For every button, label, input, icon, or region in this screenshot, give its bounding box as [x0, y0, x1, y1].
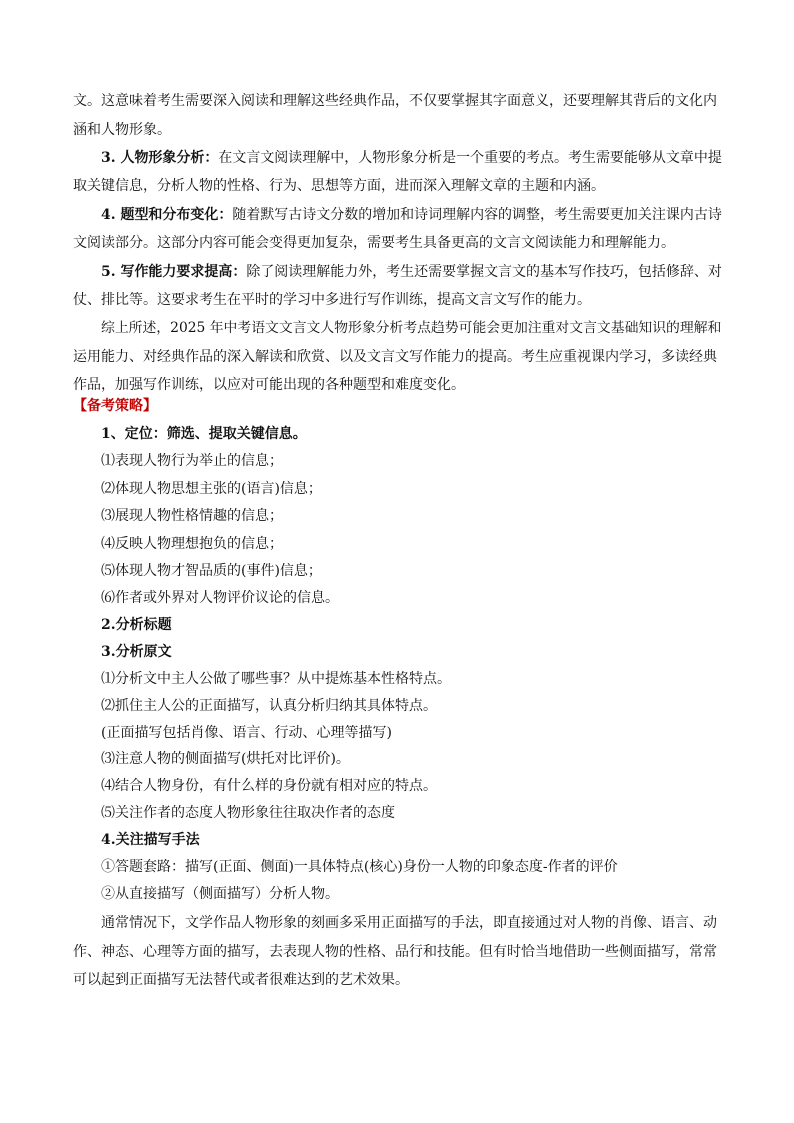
point-4-text: 随着默写古诗文分数的增加和诗词理解内容的调整，考生需要更加关注课内古诗: [232, 207, 722, 223]
point-3-line-2: 取关键信息，分析人物的性格、行为、思想等方面，进而深入理解文章的主题和内涵。: [73, 178, 605, 194]
strategy-1-item: ⑸体现人物才智品质的(事件)信息；: [101, 563, 322, 579]
strategy-3-item: (正面描写包括肖像、语言、行动、心理等描写): [101, 725, 392, 741]
closing-line-3: 可以起到正面描写无法替代或者很难达到的艺术效果。: [73, 972, 409, 988]
strategy-3-heading: 3.分析原文: [101, 644, 172, 660]
point-5-text: 除了阅读理解能力外，考生还需要掌握文言文的基本写作技巧，包括修辞、对: [246, 264, 722, 280]
point-4-line-1: [0, 205, 794, 225]
strategy-1-item: ⑹作者或外界对人物评价议论的信息。: [101, 590, 339, 606]
strategy-4-heading: 4.关注描写手法: [101, 832, 200, 848]
point-5-line-2: 仗、排比等。这要求考生在平时的学习中多进行写作训练，提高文言文写作的能力。: [73, 292, 591, 308]
point-5-heading: 5. 写作能力要求提高：: [101, 264, 247, 280]
point-4-line-2: 文阅读部分。这部分内容可能会变得更加复杂，需要考生具备更高的文言文阅读能力和理解能力。: [73, 235, 675, 251]
strategy-2-heading: 2.分析标题: [101, 617, 172, 633]
closing-line-1: 通常情况下，文学作品人物形象的刻画多采用正面描写的手法，即直接通过对人物的肖像、语言、动: [101, 915, 717, 931]
summary-line-3: 作品，加强写作训练，以应对可能出现的各种题型和难度变化。: [73, 377, 465, 393]
strategy-4-item: ②从直接描写（侧面描写）分析人物。: [101, 886, 339, 902]
closing-line-2: 作、神态、心理等方面的描写，去表现人物的性格、品行和技能。但有时恰当地借助一些侧面描写，常常: [73, 944, 717, 960]
strategy-title: 【备考策略】: [73, 398, 157, 414]
strategy-1-heading: 1、定位：筛选、提取关键信息。: [101, 426, 307, 442]
intro-line-2: 涵和人物形象。: [73, 122, 171, 138]
strategy-1-item: ⑷反映人物理想抱负的信息；: [101, 536, 283, 552]
point-3-line-1: [0, 148, 794, 168]
point-5-line-1: [0, 262, 794, 282]
point-3-text: 在文言文阅读理解中，人物形象分析是一个重要的考点。考生需要能够从文章中提: [218, 150, 722, 166]
strategy-3-item: ⑸关注作者的态度人物形象往往取决作者的态度: [101, 805, 395, 821]
strategy-1-item: ⑵体现人物思想主张的(语言)信息；: [101, 481, 322, 497]
strategy-1-item: ⑴表现人物行为举止的信息；: [101, 453, 283, 469]
strategy-1-item: ⑶展现人物性格情趣的信息；: [101, 508, 283, 524]
strategy-3-item: ⑷结合人物身份，有什么样的身份就有相对应的特点。: [101, 778, 437, 794]
strategy-3-item: ⑴分析文中主人公做了哪些事？从中提炼基本性格特点。: [101, 671, 451, 687]
point-4-heading: 4. 题型和分布变化：: [101, 207, 233, 223]
strategy-4-item: ①答题套路：描写(正面、侧面)一具体特点(核心)身份一人物的印象态度-作者的评价: [101, 859, 618, 875]
summary-line-2: 运用能力、对经典作品的深入解读和欣赏、以及文言文写作能力的提高。考生应重视课内学习，多读经典: [73, 349, 717, 365]
intro-line-1: 文。这意味着考生需要深入阅读和理解这些经典作品，不仅要掌握其字面意义，还要理解其背后的文化内: [73, 93, 717, 109]
strategy-3-item: ⑶注意人物的侧面描写(烘托对比评价)。: [101, 751, 350, 767]
strategy-3-item: ⑵抓住主人公的正面描写，认真分析归纳其具体特点。: [101, 698, 437, 714]
summary-line-1: 综上所述，2025 年中考语文文言文人物形象分析考点趋势可能会更加注重对文言文基础知识的理解和: [101, 320, 722, 336]
point-3-heading: 3. 人物形象分析：: [101, 150, 219, 166]
